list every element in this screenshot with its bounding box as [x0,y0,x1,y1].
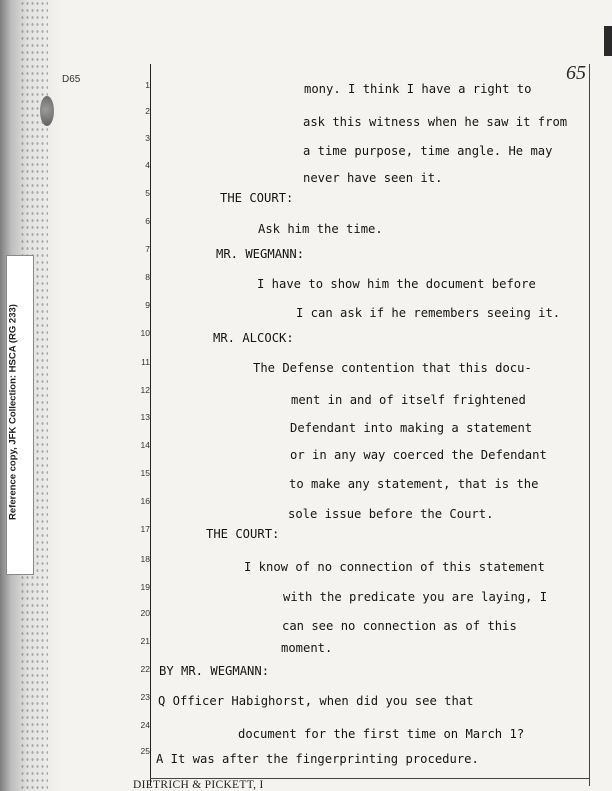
line-number: 7 [145,244,150,254]
line-number: 23 [140,692,150,702]
line-number: 21 [140,636,150,646]
transcript-line: ask this witness when he saw it from [303,115,568,129]
line-number: 10 [140,328,150,338]
transcript-line: Defendant into making a statement [290,421,533,435]
speaker-label: THE COURT: [220,191,294,205]
line-number: 2 [145,106,150,116]
line-number: 17 [140,524,150,534]
line-number: 5 [145,188,150,198]
transcript-line: I have to show him the document before [257,277,536,291]
line-number-column [120,74,154,784]
line-number: 9 [145,300,150,310]
line-number: 3 [145,133,150,143]
line-number: 24 [140,720,150,730]
transcript-line: to make any statement, that is the [289,477,539,491]
speaker-label: THE COURT: [206,527,280,541]
transcript-line: Ask him the time. [258,222,383,236]
transcript-line: I can ask if he remembers seeing it. [296,306,561,320]
document-id: D65 [62,74,81,85]
line-number: 13 [140,412,150,422]
speaker-label: MR. ALCOCK: [213,331,294,345]
transcript-line: sole issue before the Court. [288,507,494,521]
reference-stamp-text: Reference copy, JFK Collection: HSCA (RG 233) [7,304,19,520]
line-number: 16 [140,496,150,506]
punch-hole [40,96,54,126]
line-number: 1 [145,80,150,90]
margin-rule-right [589,64,590,786]
line-number: 11 [141,357,150,367]
transcript-line: mony. I think I have a right to [304,82,532,96]
page-edge-mark [604,26,612,56]
transcript-line: never have seen it. [303,171,443,185]
transcript-line: The Defense contention that this docu- [253,361,532,375]
line-number: 6 [145,216,150,226]
speaker-label: MR. WEGMANN: [216,247,305,261]
line-number: 15 [140,468,150,478]
page-number: 65 [566,62,586,84]
line-number: 8 [145,272,150,282]
transcript-line: moment. [281,641,333,655]
line-number: 18 [140,554,150,564]
line-number: 12 [140,385,150,395]
answer-line: A It was after the fingerprinting procedure. [156,752,479,766]
transcript-line: ment in and of itself frightened [291,393,526,407]
line-number: 25 [140,746,150,756]
transcript-line: or in any way coerced the Defendant [290,448,547,462]
line-number: 14 [140,440,150,450]
reporter-footer: DIETRICH & PICKETT, I [133,779,264,791]
line-number: 19 [140,582,150,592]
line-number: 4 [145,160,150,170]
transcript-line: with the predicate you are laying, I [283,590,548,604]
line-number: 20 [140,608,150,618]
transcript-line: can see no connection as of this [282,619,517,633]
transcript-line: document for the first time on March 1? [238,727,525,741]
transcript-line: a time purpose, time angle. He may [303,144,553,158]
question-line: Q Officer Habighorst, when did you see that [158,694,474,708]
transcript-line: I know of no connection of this statement [244,560,545,574]
line-number: 22 [140,664,150,674]
examination-heading: BY MR. WEGMANN: [159,664,270,678]
